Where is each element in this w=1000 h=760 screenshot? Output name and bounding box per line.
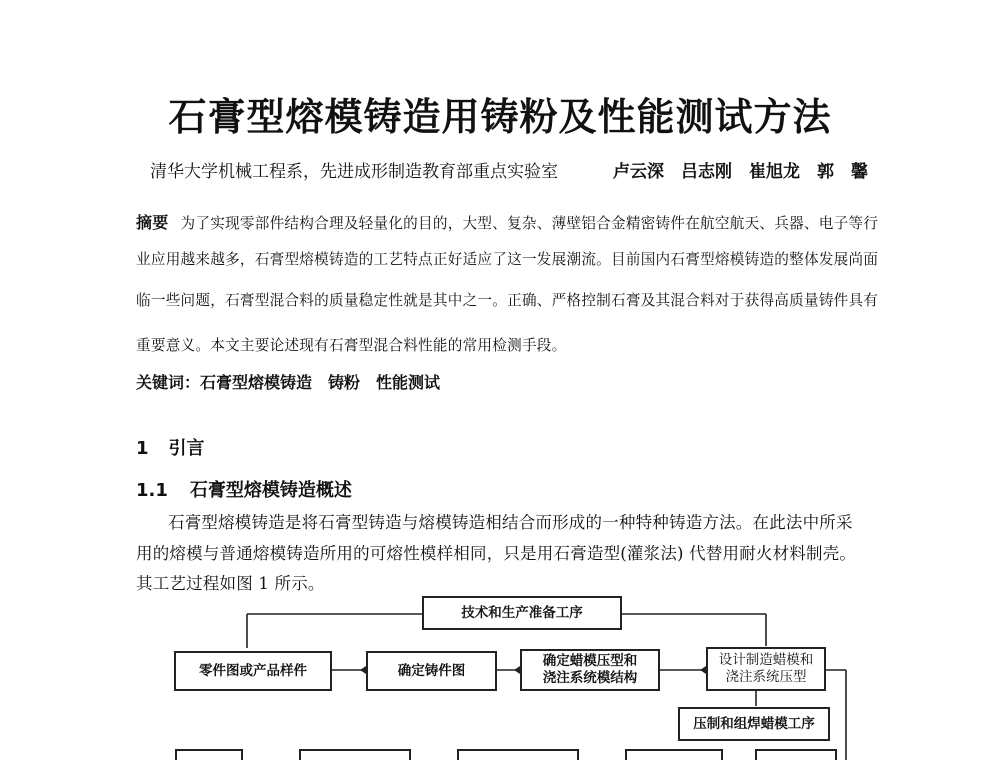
flow-box-design-line2: 浇注系统压型 [725, 669, 807, 685]
flow-box-partial [756, 750, 836, 760]
body-line: 用的熔模与普通熔模铸造所用的可熔性模样相同，只是用石膏造型(灌浆法) 代替用耐火材料制壳。 [136, 544, 857, 563]
subsection-title: 石膏型熔模铸造概述 [189, 480, 352, 501]
body-line: 石膏型熔模铸造是将石膏型铸造与熔模铸造相结合而形成的一种特种铸造方法。在此法中所采 [168, 513, 853, 532]
abstract-label: 摘要 [136, 213, 169, 232]
subsection-number: 1.1 [136, 480, 168, 501]
flow-box-parts: 零件图或产品样件 [174, 651, 332, 691]
abstract-line: 临一些问题，石膏型混合料的质量稳定性就是其中之一。正确、严格控制石膏及其混合料对于获得高质量铸件具有 [136, 292, 879, 309]
body-line: 其工艺过程如图 1 所示。 [136, 574, 325, 593]
flow-box-design-line1: 设计制造蜡模和 [718, 652, 814, 668]
flow-box-press: 压制和组焊蜡模工序 [678, 707, 830, 741]
section-title: 引言 [168, 438, 205, 459]
keywords: 关键词：石膏型熔模铸造 铸粉 性能测试 [136, 373, 441, 392]
flow-box-mold-line2: 浇注系统模结构 [542, 670, 638, 686]
flow-box-mold-line1: 确定蜡模压型和 [542, 653, 638, 669]
flow-box-partial [300, 750, 410, 760]
flow-box-mold [520, 649, 660, 691]
flow-box-partial [458, 750, 578, 760]
flow-box-partial [626, 750, 722, 760]
authors: 卢云深 吕志刚 崔旭龙 郭 馨 [613, 162, 868, 182]
section-number: 1 [136, 438, 149, 459]
affiliation: 清华大学机械工程系，先进成形制造教育部重点实验室 [150, 162, 558, 182]
flow-box-prep: 技术和生产准备工序 [422, 596, 622, 630]
abstract-line: 业应用越来越多，石膏型熔模铸造的工艺特点正好适应了这一发展潮流。目前国内石膏型熔模铸造的整体发展尚面 [136, 251, 879, 268]
flow-box-casting: 确定铸件图 [366, 651, 497, 691]
abstract-text: 为了实现零部件结构合理及轻量化的目的，大型、复杂、薄壁铝合金精密铸件在航空航天、兵器、电子等行 [180, 215, 879, 232]
flow-box-design [706, 647, 826, 691]
flow-box-partial [176, 750, 242, 760]
paper-title: 石膏型熔模铸造用铸粉及性能测试方法 [168, 95, 832, 139]
abstract-line: 重要意义。本文主要论述现有石膏型混合料性能的常用检测手段。 [136, 337, 567, 354]
